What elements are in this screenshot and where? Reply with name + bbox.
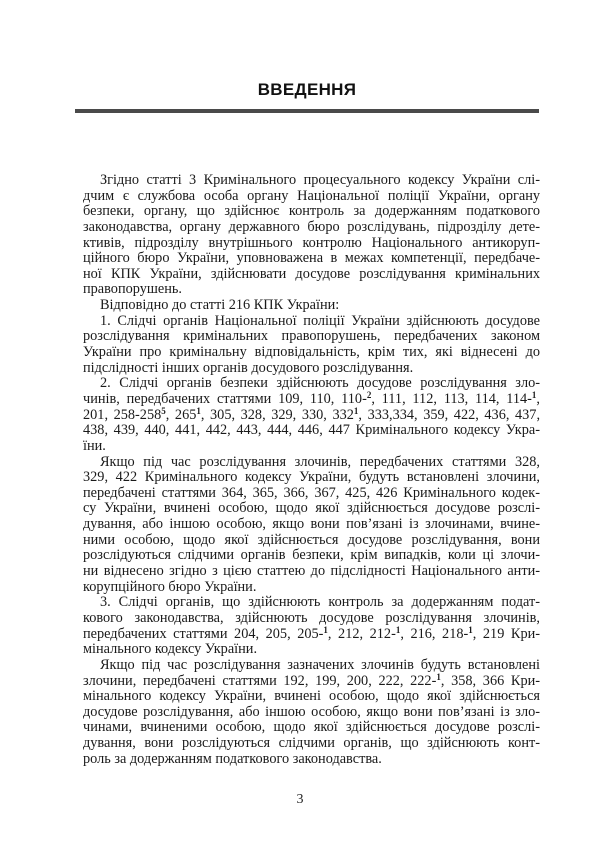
paragraph xyxy=(83,314,540,377)
text-line: їни. xyxy=(83,437,106,454)
text-line: безпеки, органу, що здійснює контроль за додержанням податкового xyxy=(83,203,540,220)
page-number: 3 xyxy=(296,792,304,807)
text-line: України про кримінальну відповідальність, крім тих, які віднесені до xyxy=(83,344,540,361)
text-line: розслідування кримінальних правопорушень, передбачених законом xyxy=(83,328,540,345)
text-line: роль за додержанням податкового законодавства. xyxy=(83,750,382,767)
text-line: злочини, передбачені статтями 192, 199, 200, 222, 222-$^1$, 358, 366 Кри- xyxy=(83,671,540,689)
paragraph xyxy=(83,658,540,767)
text-line: ними особою, щодо якої здійснюється досудове розслідування, вони xyxy=(83,531,540,548)
text-line: 438, 439, 440, 441, 442, 443, 444, 446, 447 Кримінального кодексу Укра- xyxy=(83,422,540,439)
text-line: чинами, вчиненими особою, щодо якої здійснюється досудове розслі- xyxy=(83,719,540,736)
paragraph xyxy=(83,173,540,298)
text-line: дування, або іншою особою, якщо вони пов’язані із злочинами, вчине- xyxy=(83,516,540,533)
text-line: су України, вчинені особою, щодо якої здійснюється досудове розслі- xyxy=(83,500,540,517)
text-line: передбачених статтями 204, 205, 205-$^1$, 212, 212-$^1$, 216, 218-$^1$, 219 Кри- xyxy=(83,624,540,642)
text-line: 3. Слідчі органів, що здійснюють контроль за додержанням подат- xyxy=(100,594,540,611)
text-line: мінального кодексу України. xyxy=(83,641,258,658)
text-line: 1. Слідчі органів Національної поліції України здійснюють досудове xyxy=(100,312,540,329)
text-line: Якщо під час розслідування зазначених злочинів будуть встановлені xyxy=(100,656,540,673)
paragraph xyxy=(83,298,540,314)
paragraph xyxy=(83,595,540,658)
text-line: передбачені статтями 364, 365, 366, 367, 425, 426 Кримінального кодек- xyxy=(83,484,540,501)
title-underline-rule xyxy=(75,109,539,113)
text-line: Відповідно до статті 216 КПК України: xyxy=(100,297,340,314)
text-line: ктивів, підрозділу внутрішнього контролю Національного антикоруп- xyxy=(83,234,540,251)
page-title: ВВЕДЕННЯ xyxy=(257,80,357,99)
paragraph xyxy=(83,455,540,596)
text-line: дчим є службова особа органу Національної поліції України, органу xyxy=(83,187,540,204)
text-line: розслідуються слідчими органів безпеки, крім випадків, коли ці злочи- xyxy=(83,547,540,564)
body-text xyxy=(83,173,540,767)
text-line: 201, $258-258^5$, $265^1$, 305, 328, 329, 330, $332^1$, 333,334, 359, 422, 436, 437, xyxy=(83,405,541,423)
text-line: ційного бюро України, уповноважена в межах компетенції, передбаче- xyxy=(83,250,540,267)
text-line: дування, вони розслідуються слідчими органів, що здійснюють конт- xyxy=(83,735,540,752)
text-line: підслідності інших органів досудового розслідування. xyxy=(83,359,414,376)
text-line: ної КПК України, здійснювати досудове розслідування кримінальних xyxy=(83,265,540,282)
text-line: Якщо під час розслідування злочинів, передбачених статтями 328, xyxy=(100,453,540,470)
text-line: 2. Слідчі органів безпеки здійснюють досудове розслідування зло- xyxy=(100,375,540,392)
text-line: ни віднесено згідно з цією статтею до підслідності Національного анти- xyxy=(83,563,540,580)
text-line: 329, 422 Кримінального кодексу України, будуть встановлені злочини, xyxy=(83,469,540,486)
text-line: чинів, передбачених статтями 109, 110, 110-$^2$, 111, 112, 113, 114, 114-$^1$, xyxy=(83,389,540,407)
paragraph xyxy=(83,376,540,454)
text-line: корупційного бюро України. xyxy=(83,578,257,595)
text-line: Згідно статті 3 Кримінального процесуального кодексу України слі- xyxy=(100,172,540,188)
text-line: досудове розслідування, або іншою особою, якщо вони пов’язані із зло- xyxy=(83,703,540,720)
text-line: кового законодавства, здійснюють досудове розслідування злочинів, xyxy=(83,609,540,626)
text-line: законодавства, органу державного бюро розслідувань, підрозділу дете- xyxy=(83,218,540,235)
text-line: правопорушень. xyxy=(83,281,182,298)
text-line: мінального кодексу України, вчинені особою, щодо якої здійснюється xyxy=(83,688,540,705)
